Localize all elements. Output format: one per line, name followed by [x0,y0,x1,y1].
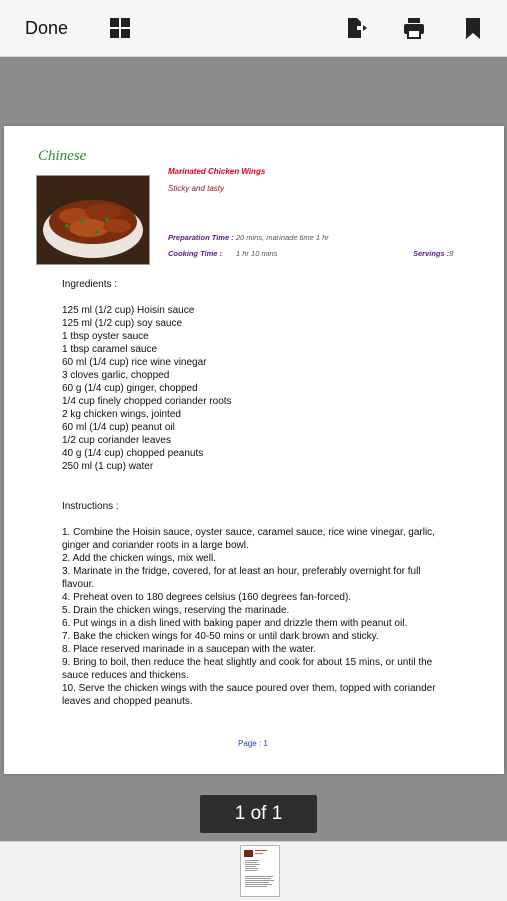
cooking-time [168,249,277,258]
ingredient-item: 125 ml (1/2 cup) soy sauce [62,318,183,329]
instructions-list [62,526,442,708]
ingredient-item: 250 ml (1 cup) water [62,461,154,472]
instruction-step: 5. Drain the chicken wings, reserving the marinade. [62,605,290,616]
ingredients-list [62,304,232,473]
ingredient-item: 60 ml (1/4 cup) peanut oil [62,422,175,433]
ingredient-item: 2 kg chicken wings, jointed [62,409,181,420]
servings-value: 8 [449,249,454,258]
instruction-step: 3. Marinate in the fridge, covered, for at least an hour, preferably overnight for full flavour. [62,566,421,590]
bookmark-icon[interactable] [461,16,485,40]
cook-value: 1 hr 10 mins [236,249,278,258]
page-thumbnail[interactable] [240,845,280,897]
servings-label: Servings : [413,249,450,258]
prep-label: Preparation Time : [168,233,234,242]
ingredient-item: 1/4 cup finely chopped coriander roots [62,396,232,407]
page-number: Page : 1 [238,739,268,748]
ingredient-item: 60 g (1/4 cup) ginger, chopped [62,383,198,394]
instruction-step: 10. Serve the chicken wings with the sauce poured over them, topped with coriander leaves and chopped peanuts. [62,683,436,707]
instruction-step: 2. Add the chicken wings, mix well. [62,553,216,564]
recipe-subtitle: Sticky and tasty [168,184,225,193]
instruction-step: 7. Bake the chicken wings for 40-50 mins or until dark brown and sticky. [62,631,379,642]
instruction-step: 1. Combine the Hoisin sauce, oyster sauce, caramel sauce, rice wine vinegar, garlic, ginger and coriander roots in a large bowl. [62,527,435,551]
done-button[interactable]: Done [25,18,69,38]
ingredient-item: 1 tbsp oyster sauce [62,331,149,342]
ingredient-item: 1 tbsp caramel sauce [62,344,158,355]
ingredient-item: 1/2 cup coriander leaves [62,435,171,446]
ingredient-item: 60 ml (1/4 cup) rice wine vinegar [62,357,207,368]
recipe-photo [36,175,150,265]
recipe-title: Marinated Chicken Wings [168,167,266,176]
print-icon[interactable] [402,16,426,40]
ingredients-heading: Ingredients : [62,279,118,290]
page-indicator: 1 of 1 [200,795,317,833]
cook-label: Cooking Time : [168,249,223,258]
instruction-step: 4. Preheat oven to 180 degrees celsius (160 degrees fan-forced). [62,592,352,603]
preparation-time [168,233,329,242]
grid-icon[interactable] [108,16,132,40]
export-icon[interactable] [344,16,368,40]
servings [413,249,453,258]
document-page[interactable] [4,126,504,774]
prep-value: 20 mins, marinade time 1 hr [235,233,329,242]
ingredient-item: 125 ml (1/2 cup) Hoisin sauce [62,305,195,316]
instruction-step: 6. Put wings in a dish lined with baking paper and drizzle them with peanut oil. [62,618,408,629]
ingredient-item: 3 cloves garlic, chopped [62,370,170,381]
ingredient-item: 40 g (1/4 cup) chopped peanuts [62,448,204,459]
instruction-step: 9. Bring to boil, then reduce the heat slightly and cook for about 15 mins, or until the sauce reduces and thickens. [62,657,433,681]
recipe-category: Chinese [38,148,87,164]
instruction-step: 8. Place reserved marinade in a saucepan with the water. [62,644,317,655]
instructions-heading: Instructions : [62,501,119,512]
top-toolbar [0,0,507,57]
